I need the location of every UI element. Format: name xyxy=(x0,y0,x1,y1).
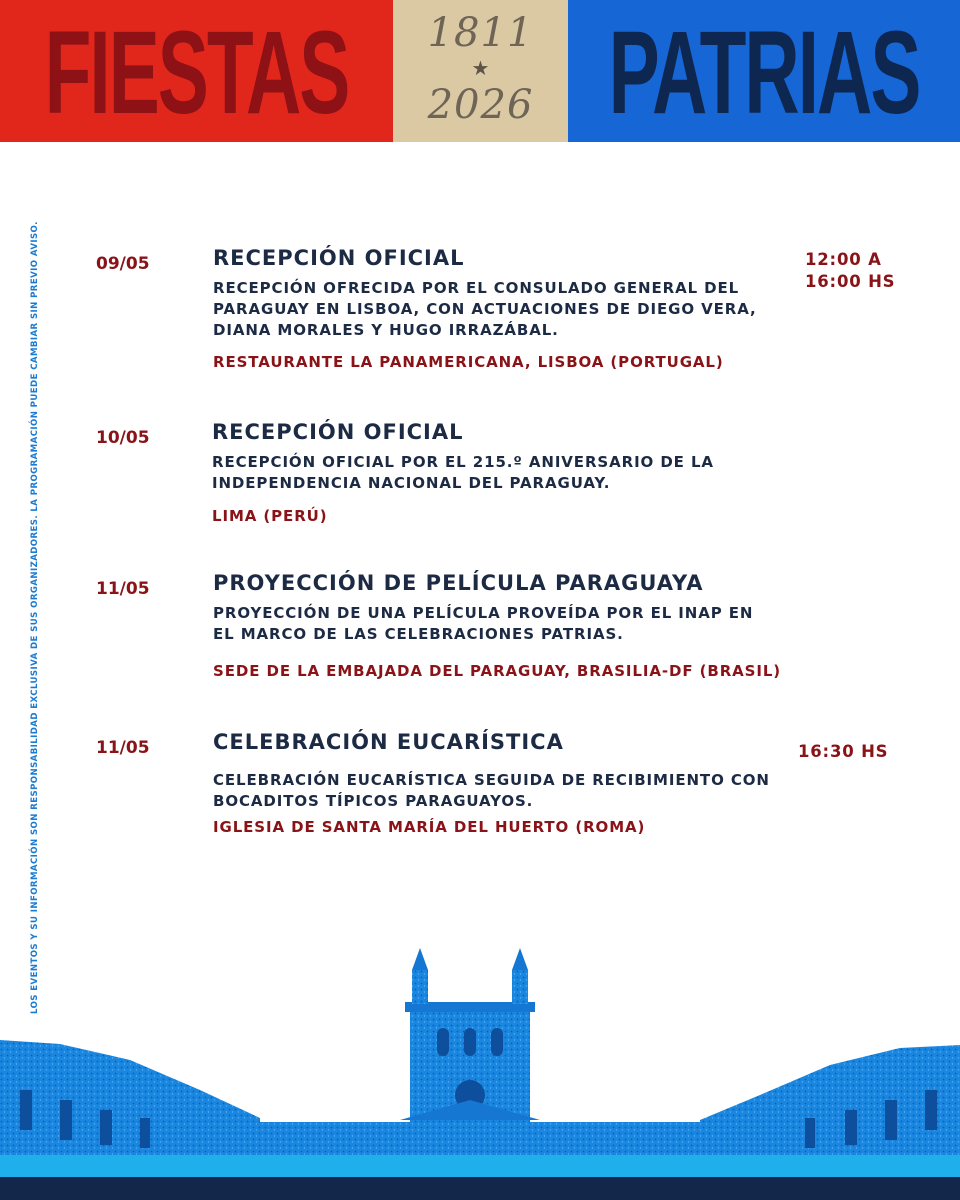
event-time xyxy=(798,741,888,763)
event-description xyxy=(213,603,783,645)
patrias-word: PATRIAS xyxy=(608,5,920,139)
year-end: 2026 xyxy=(427,82,534,128)
left-wing xyxy=(0,1040,260,1155)
star-icon: ★ xyxy=(471,56,490,80)
footer-stripe-light xyxy=(0,1155,960,1177)
event-description xyxy=(213,278,783,341)
event-date: 11/05 xyxy=(96,738,150,758)
fiestas-word: FIESTAS xyxy=(44,5,349,139)
event-description xyxy=(212,452,782,494)
event-title: RECEPCIÓN OFICIAL xyxy=(212,420,464,444)
description-line: RECEPCIÓN OFRECIDA POR EL CONSULADO GENERAL DEL xyxy=(213,279,740,297)
description-line: PROYECCIÓN DE UNA PELÍCULA PROVEÍDA POR EL INAP EN xyxy=(213,604,754,622)
event-location: IGLESIA DE SANTA MARÍA DEL HUERTO (ROMA) xyxy=(213,818,646,836)
event-description xyxy=(213,770,783,812)
banner-blue-panel xyxy=(568,0,960,142)
description-line: RECEPCIÓN OFICIAL POR EL 215.º ANIVERSARIO DE LA xyxy=(212,453,714,471)
disclaimer-text: LOS EVENTOS Y SU INFORMACIÓN SON RESPONSABILIDAD EXCLUSIVA DE SUS ORGANIZADORES. LA PROGRAMACIÓN PUEDE CAMBIAR SIN PREVIO AVISO. xyxy=(30,221,40,1014)
right-wing xyxy=(700,1045,960,1155)
year-start: 1811 xyxy=(427,10,534,56)
time-line: 16:00 HS xyxy=(805,272,896,291)
banner-year-panel xyxy=(393,0,568,142)
description-line: EL MARCO DE LAS CELEBRACIONES PATRIAS. xyxy=(213,625,624,643)
event-location: RESTAURANTE LA PANAMERICANA, LISBOA (PORTUGAL) xyxy=(213,353,724,371)
time-line: 16:30 HS xyxy=(798,742,889,761)
description-line: CELEBRACIÓN EUCARÍSTICA SEGUIDA DE RECIBIMIENTO CON xyxy=(213,771,770,789)
event-date: 09/05 xyxy=(96,254,150,274)
banner-red-panel xyxy=(0,0,393,142)
description-line: INDEPENDENCIA NACIONAL DEL PARAGUAY. xyxy=(212,474,611,492)
time-line: 12:00 A xyxy=(805,250,882,269)
description-line: DIANA MORALES Y HUGO IRRAZÁBAL. xyxy=(213,321,559,339)
event-title: CELEBRACIÓN EUCARÍSTICA xyxy=(213,730,564,754)
palace-illustration xyxy=(0,940,960,1155)
event-date: 10/05 xyxy=(96,428,150,448)
event-title: PROYECCIÓN DE PELÍCULA PARAGUAYA xyxy=(213,571,704,595)
description-line: PARAGUAY EN LISBOA, CON ACTUACIONES DE DIEGO VERA, xyxy=(213,300,757,318)
footer-stripe-dark xyxy=(0,1177,960,1200)
event-location: SEDE DE LA EMBAJADA DEL PARAGUAY, BRASILIA-DF (BRASIL) xyxy=(213,662,782,680)
description-line: BOCADITOS TÍPICOS PARAGUAYOS. xyxy=(213,792,534,810)
event-date: 11/05 xyxy=(96,579,150,599)
header-banner xyxy=(0,0,960,142)
event-time xyxy=(805,249,895,293)
event-title: RECEPCIÓN OFICIAL xyxy=(213,246,465,270)
event-location: LIMA (PERÚ) xyxy=(212,507,328,525)
